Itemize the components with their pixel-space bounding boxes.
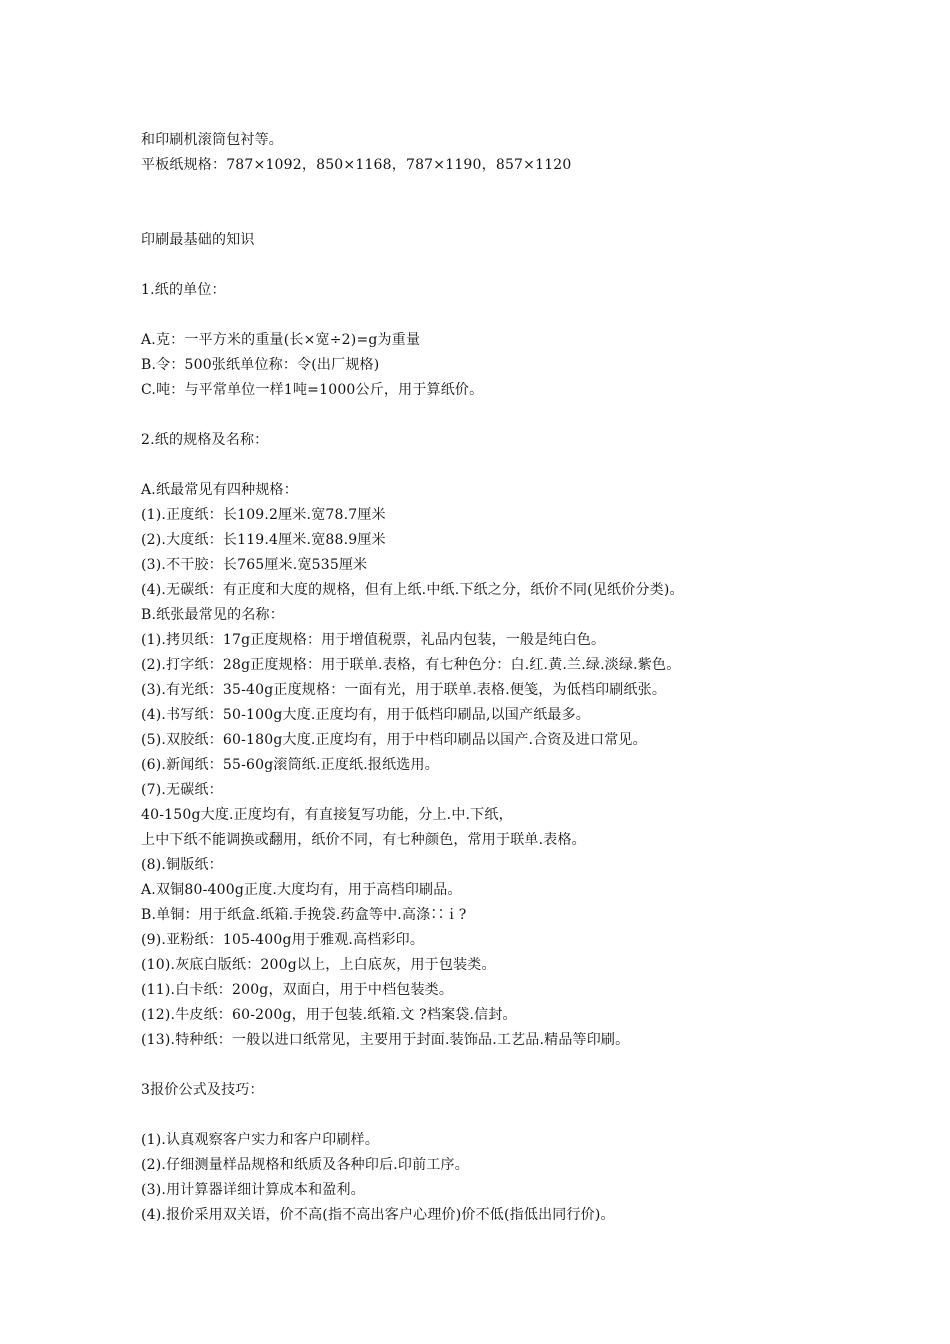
text-line: 40-150g大度.正度均有，有直接复写功能，分上.中.下纸， — [141, 807, 513, 823]
text-line: C.吨：与平常单位一样1吨=1000公斤，用于算纸价。 — [141, 382, 484, 398]
text-line: (2).仔细测量样品规格和纸质及各种印后.印前工序。 — [141, 1157, 469, 1173]
text-line: (4).报价采用双关语，价不高(指不高出客户心理价)价不低(指低出同行价)。 — [141, 1207, 615, 1223]
text-line: (11).白卡纸：200g，双面白，用于中档包装类。 — [141, 982, 454, 998]
text-line: (2).大度纸：长119.4厘米.宽88.9厘米 — [141, 532, 386, 548]
document-body — [141, 128, 921, 1228]
blank-line — [141, 1103, 921, 1128]
text-line: (3).用计算器详细计算成本和盈利。 — [141, 1182, 365, 1198]
blank-line — [141, 178, 921, 203]
blank-line — [141, 453, 921, 478]
blank-line — [141, 1053, 921, 1078]
text-line: (3).有光纸：35-40g正度规格：一面有光，用于联单.表格.便笺，为低档印刷纸张。 — [141, 682, 667, 698]
text-line: 和印刷机滚筒包衬等。 — [141, 132, 283, 148]
text-line: A.双铜80-400g正度.大度均有，用于高档印刷品。 — [141, 882, 462, 898]
section-heading: 印刷最基础的知识 — [141, 232, 255, 248]
text-line: (13).特种纸：一般以进口纸常见，主要用于封面.装饰品.工艺品.精品等印刷。 — [141, 1032, 630, 1048]
text-line: (4).书写纸：50-100g大度.正度均有，用于低档印刷品,以国产纸最多。 — [141, 707, 591, 723]
text-line: (1).正度纸：长109.2厘米.宽78.7厘米 — [141, 507, 386, 523]
blank-line — [141, 203, 921, 228]
text-line: (6).新闻纸：55-60g滚筒纸.正度纸.报纸选用。 — [141, 757, 439, 773]
blank-line — [141, 303, 921, 328]
text-line: B.单铜：用于纸盒.纸箱.手挽袋.药盒等中.高涤∷ｉ? — [141, 907, 467, 923]
text-line: (9).亚粉纸：105-400g用于雅观.高档彩印。 — [141, 932, 425, 948]
text-line: (1).认真观察客户实力和客户印刷样。 — [141, 1132, 380, 1148]
text-line: (7).无碳纸： — [141, 782, 223, 798]
section-heading: 2.纸的规格及名称： — [141, 432, 269, 448]
text-line: B.纸张最常见的名称： — [141, 607, 284, 623]
text-line: (8).铜版纸： — [141, 857, 223, 873]
text-line: (12).牛皮纸：60-200g，用于包装.纸箱.文 ?档案袋.信封。 — [141, 1007, 517, 1023]
text-line: (10).灰底白版纸：200g以上，上白底灰，用于包装类。 — [141, 957, 496, 973]
text-line: B.令：500张纸单位称：令(出厂规格) — [141, 357, 380, 373]
text-line: 平板纸规格：787×1092，850×1168，787×1190，857×1120 — [141, 157, 572, 173]
section-heading: 3报价公式及技巧： — [141, 1082, 264, 1098]
text-line: 上中下纸不能调换或翻用，纸价不同，有七种颜色，常用于联单.表格。 — [141, 832, 586, 848]
text-line: A.纸最常见有四种规格： — [141, 482, 298, 498]
blank-line — [141, 403, 921, 428]
text-line: (2).打字纸：28g正度规格：用于联单.表格，有七种色分：白.红.黄.兰.绿.淡绿.紫色。 — [141, 657, 681, 673]
text-line: (1).拷贝纸：17g正度规格：用于增值税票，礼品内包装，一般是纯白色。 — [141, 632, 606, 648]
text-line: A.克：一平方米的重量(长×宽÷2)=g为重量 — [141, 332, 421, 348]
blank-line — [141, 253, 921, 278]
text-line: (4).无碳纸：有正度和大度的规格，但有上纸.中纸.下纸之分，纸价不同(见纸价分类)。 — [141, 582, 684, 598]
text-line: (5).双胶纸：60-180g大度.正度均有，用于中档印刷品以国产.合资及进口常见。 — [141, 732, 647, 748]
text-line: (3).不干胶：长765厘米.宽535厘米 — [141, 557, 368, 573]
section-heading: 1.纸的单位： — [141, 282, 226, 298]
